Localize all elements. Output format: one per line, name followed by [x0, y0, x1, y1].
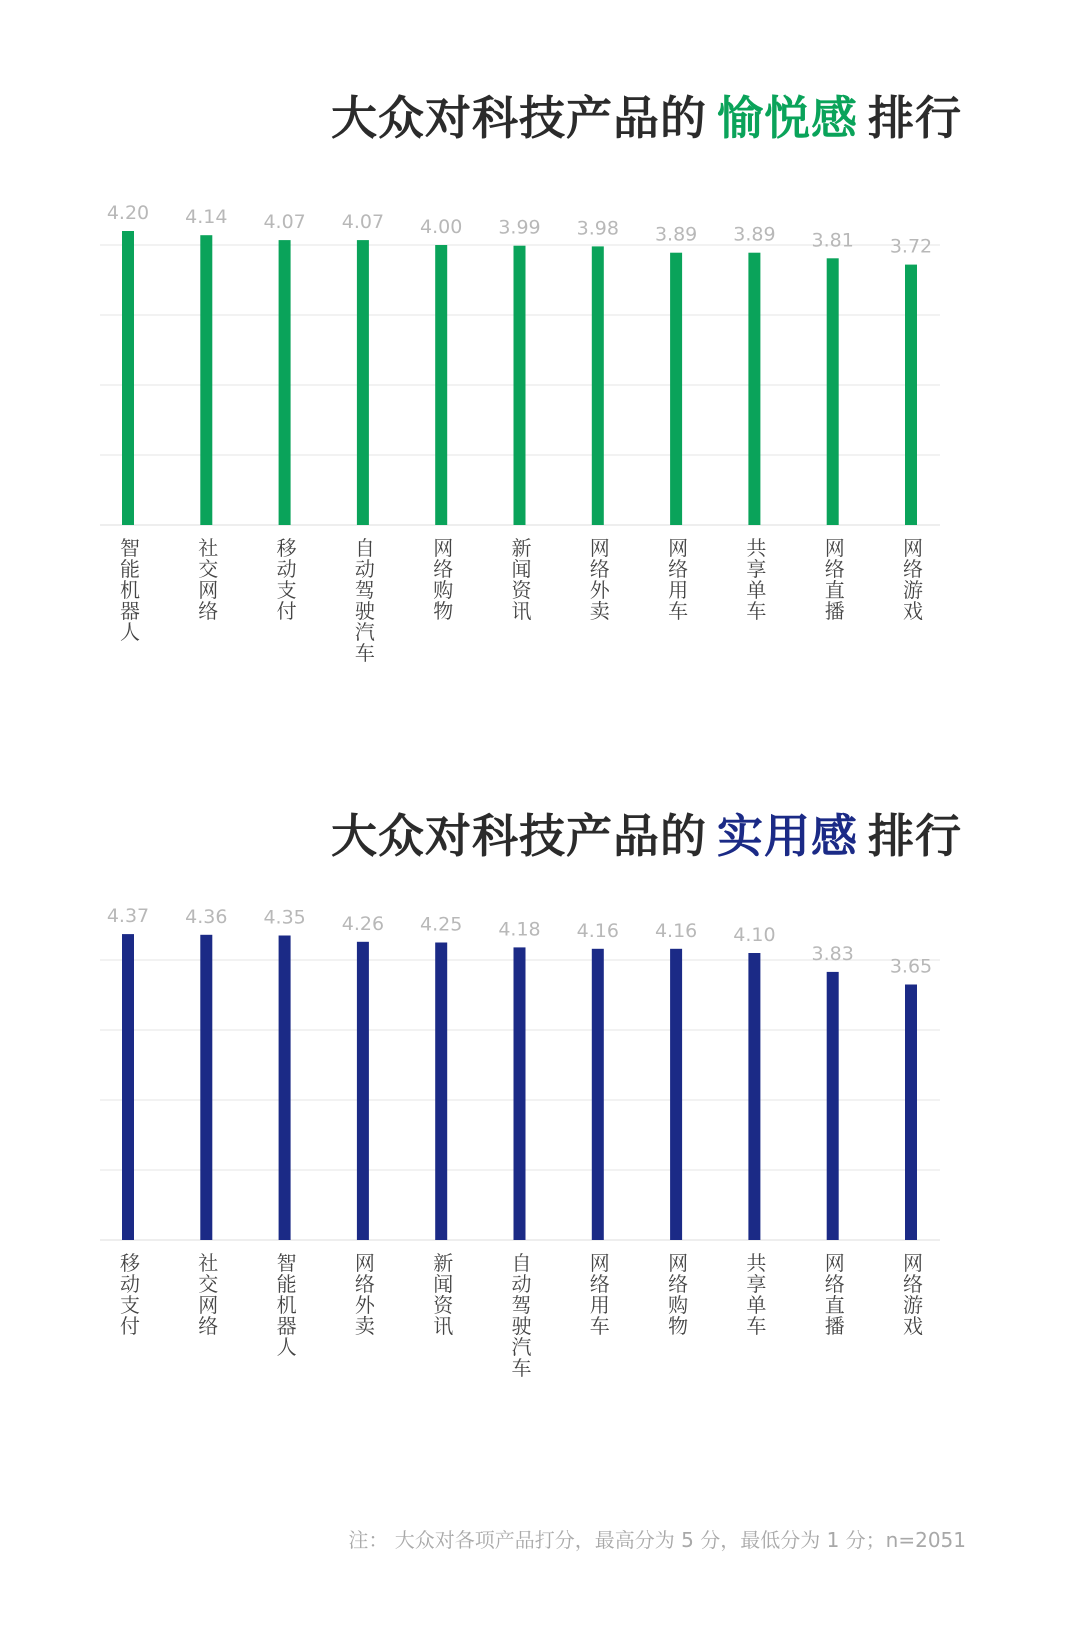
chart1-category-label: 智能机器人	[120, 536, 140, 644]
chart2-value-label: 4.26	[341, 912, 385, 935]
chart2-value-label: 4.35	[263, 906, 306, 929]
chart1-value-label: 4.00	[420, 216, 463, 238]
chart1-bar	[827, 258, 839, 525]
chart2-value-label: 3.65	[889, 955, 933, 978]
chart2-bar	[748, 953, 760, 1240]
chart2-category-label: 智能机器人	[276, 1251, 297, 1359]
chart1-title-prefix: 大众对科技产品的	[331, 91, 707, 145]
chart2-value-label: 4.37	[106, 905, 150, 928]
chart1-bar	[357, 240, 369, 525]
chart1-bar	[200, 235, 212, 525]
chart1-category-label: 网络购物	[433, 536, 454, 623]
chart2-bar	[279, 936, 291, 1241]
chart2-bar	[357, 942, 369, 1240]
chart2-title	[331, 800, 962, 866]
chart2-title-highlight: 实用感	[717, 809, 858, 863]
chart2-bar	[200, 935, 212, 1240]
chart1-value-label: 4.07	[263, 211, 306, 234]
chart1-value-label: 3.89	[733, 223, 776, 246]
chart2-value-label: 3.83	[811, 942, 854, 965]
chart2-title-suffix: 排行	[868, 809, 962, 863]
chart1-value-label: 3.89	[654, 223, 698, 246]
chart1-value-label: 4.07	[341, 211, 385, 234]
chart2-value-label: 4.25	[420, 913, 463, 936]
chart2-category-label: 新闻资讯	[433, 1251, 454, 1338]
chart1-category-label: 移动支付	[276, 536, 297, 623]
footnote: 注： 大众对各项产品打分，最高分为 5 分，最低分为 1 分；n=2051	[348, 1528, 966, 1552]
chart1-value-label: 4.14	[185, 206, 228, 229]
chart1-category-label: 新闻资讯	[511, 536, 532, 623]
chart2-category-label: 移动支付	[120, 1251, 140, 1338]
chart2-value-label: 4.10	[733, 924, 776, 946]
chart1-bar	[435, 245, 447, 525]
chart1-value-label: 4.20	[106, 202, 150, 224]
chart2-category-label: 共享单车	[746, 1251, 767, 1338]
chart2-bar	[122, 934, 134, 1240]
chart2-category-label: 自动驾驶汽车	[511, 1251, 532, 1380]
chart1-plot	[0, 185, 1080, 685]
chart1-category-label: 自动驾驶汽车	[354, 536, 375, 665]
chart2-category-label: 网络直播	[824, 1251, 845, 1338]
chart2-plot	[0, 900, 1080, 1400]
chart2-bar	[592, 949, 604, 1240]
chart2-category-label: 网络游戏	[903, 1251, 923, 1338]
chart1-category-label: 网络直播	[824, 536, 845, 623]
chart2-bar	[435, 943, 447, 1241]
chart1-title-suffix: 排行	[868, 91, 962, 145]
chart1-category-label: 社交网络	[198, 536, 219, 623]
chart2-category-label: 网络用车	[589, 1251, 610, 1338]
chart2-title-prefix: 大众对科技产品的	[331, 809, 707, 863]
chart2-category-label: 网络外卖	[354, 1251, 375, 1338]
chart2-bar	[670, 949, 682, 1240]
chart1-bar	[592, 246, 604, 525]
chart2-value-label: 4.18	[498, 918, 541, 941]
chart1-bar	[514, 246, 526, 525]
chart1-value-label: 3.81	[811, 229, 854, 252]
chart1-value-label: 3.98	[576, 217, 619, 240]
chart1-value-label: 3.72	[889, 235, 933, 258]
chart2-bar	[905, 985, 917, 1241]
chart2-value-label: 4.16	[654, 919, 698, 942]
chart2-bar	[514, 947, 526, 1240]
chart2-bar	[827, 972, 839, 1240]
chart1-bar	[748, 253, 760, 525]
chart2-category-label: 社交网络	[198, 1251, 219, 1338]
chart1-bar	[905, 265, 917, 525]
chart1-category-label: 网络游戏	[903, 536, 923, 623]
chart1-title	[331, 82, 962, 148]
chart1-value-label: 3.99	[498, 216, 541, 239]
chart1-title-highlight: 愉悦感	[717, 91, 858, 145]
chart1-category-label: 网络用车	[668, 536, 689, 623]
chart1-category-label: 网络外卖	[589, 536, 610, 623]
chart1-bar	[122, 231, 134, 525]
chart2-value-label: 4.36	[185, 905, 228, 928]
chart2-value-label: 4.16	[576, 919, 619, 942]
chart2-category-label: 网络购物	[668, 1251, 689, 1338]
chart1-category-label: 共享单车	[746, 536, 767, 623]
chart1-bar	[670, 253, 682, 525]
chart1-bar	[279, 240, 291, 525]
